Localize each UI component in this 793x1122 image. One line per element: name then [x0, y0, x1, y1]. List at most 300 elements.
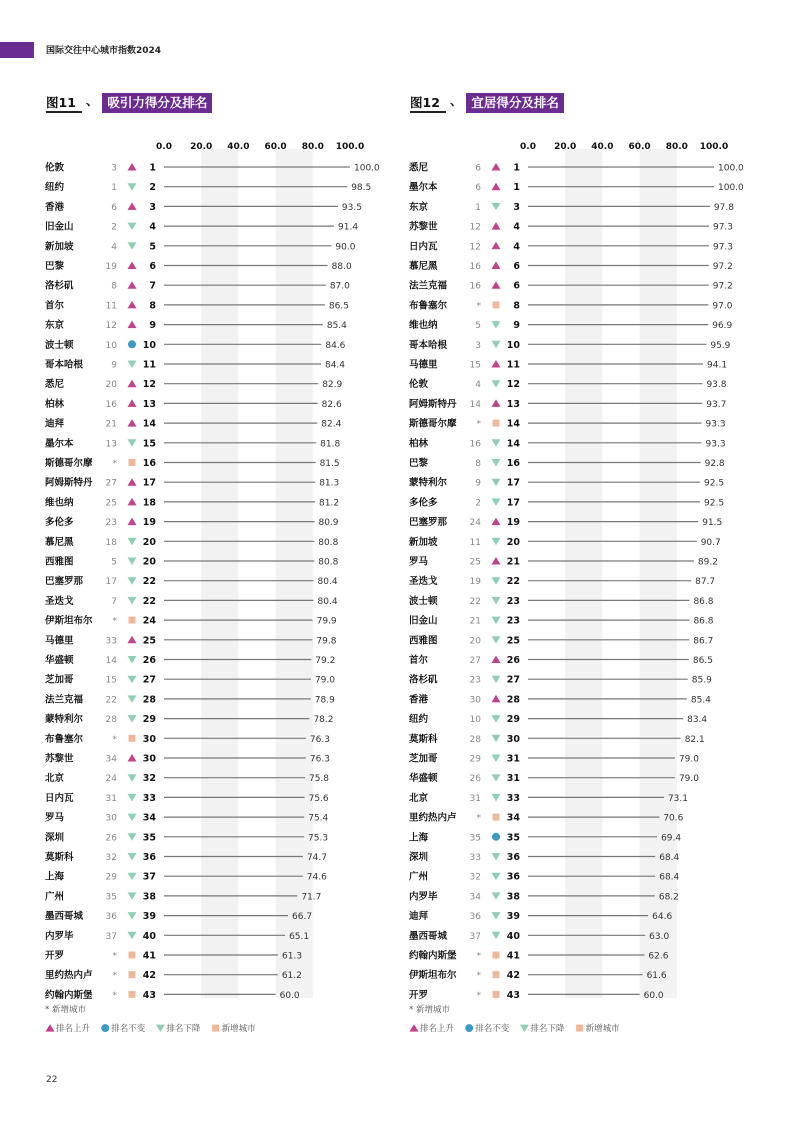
score-label: 96.9 [712, 321, 733, 332]
legend-rank-up-icon [46, 1024, 55, 1032]
score-label: 97.2 [712, 262, 733, 272]
city-label: 旧金山 [45, 221, 74, 233]
trend-rank-down-icon [128, 656, 137, 664]
previous-rank: 15 [105, 675, 117, 686]
livability-score-chart [404, 135, 754, 1045]
score-label: 79.0 [314, 675, 335, 686]
trend-rank-down-icon [128, 814, 137, 822]
current-rank: 28 [506, 694, 520, 706]
score-label: 75.6 [308, 793, 329, 804]
city-label: 内罗毕 [45, 930, 74, 942]
score-label: 86.8 [693, 616, 714, 627]
city-label: 纽约 [45, 182, 65, 194]
previous-rank: * [112, 951, 117, 962]
previous-rank: 26 [105, 833, 117, 844]
city-label: 迪拜 [409, 911, 429, 923]
previous-rank: * [476, 301, 481, 312]
city-label: 多伦多 [409, 497, 438, 509]
current-rank: 8 [149, 300, 156, 312]
city-label: 蒙特利尔 [45, 714, 84, 726]
score-label: 80.4 [317, 596, 338, 607]
city-label: 柏林 [45, 398, 65, 410]
current-rank: 31 [506, 773, 520, 785]
previous-rank: 2 [475, 498, 481, 509]
current-rank: 29 [506, 714, 520, 726]
x-tick-label: 0.0 [520, 142, 536, 152]
current-rank: 35 [142, 832, 156, 844]
previous-rank: 3 [111, 163, 117, 174]
previous-rank: 37 [105, 931, 117, 942]
previous-rank: 15 [469, 360, 481, 371]
current-rank: 20 [142, 536, 156, 548]
previous-rank: 24 [469, 518, 481, 529]
current-rank: 36 [506, 852, 520, 863]
current-rank: 25 [142, 635, 156, 647]
trend-rank-down-icon [492, 321, 501, 329]
trend-rank-down-icon [492, 341, 501, 349]
current-rank: 4 [513, 221, 520, 233]
current-rank: 35 [506, 832, 520, 844]
trend-rank-down-icon [128, 912, 137, 920]
trend-rank-down-icon [492, 892, 501, 900]
current-rank: 7 [149, 280, 156, 292]
legend-label-down: 排名下降 [530, 1024, 565, 1035]
previous-rank: 20 [469, 636, 481, 647]
score-label: 92.5 [704, 498, 725, 509]
previous-rank: 5 [475, 321, 481, 332]
city-label: 里约热内卢 [409, 812, 457, 824]
current-rank: 15 [142, 438, 156, 450]
score-label: 97.2 [712, 281, 733, 292]
city-label: 巴黎 [45, 261, 65, 272]
page-number: 22 [46, 1075, 58, 1085]
x-tick-label: 0.0 [156, 142, 172, 152]
score-label: 80.9 [318, 518, 339, 529]
city-label: 纽约 [409, 714, 429, 726]
trend-rank-up-icon [128, 498, 137, 506]
previous-rank: 22 [105, 695, 117, 706]
previous-rank: 35 [469, 833, 481, 844]
current-rank: 1 [513, 162, 520, 174]
current-rank: 13 [142, 398, 156, 410]
legend-rank-down-icon [156, 1025, 165, 1033]
trend-rank-down-icon [128, 932, 137, 940]
previous-rank: 1 [111, 183, 117, 194]
trend-rank-up-icon [128, 301, 137, 309]
previous-rank: * [112, 616, 117, 627]
city-label: 慕尼黑 [409, 261, 438, 272]
trend-rank-down-icon [492, 597, 501, 605]
score-label: 80.4 [317, 577, 338, 588]
city-label: 伦敦 [409, 379, 429, 391]
current-rank: 30 [506, 733, 520, 745]
figure-12-title [410, 93, 564, 113]
header-accent-bar [0, 42, 34, 58]
score-label: 81.5 [319, 459, 340, 469]
city-label: 旧金山 [409, 615, 438, 627]
trend-rank-up-icon [128, 380, 137, 388]
trend-rank-down-icon [492, 380, 501, 388]
x-tick-label: 40.0 [227, 142, 250, 152]
previous-rank: 19 [105, 262, 117, 272]
previous-rank: 21 [105, 419, 117, 430]
current-rank: 33 [506, 792, 520, 804]
previous-rank: 16 [105, 399, 117, 410]
city-label: 苏黎世 [409, 221, 438, 233]
trend-rank-up-icon [128, 163, 137, 171]
figure-11-separator: 、 [85, 93, 99, 108]
trend-rank-down-icon [128, 183, 137, 191]
current-rank: 19 [142, 517, 156, 529]
previous-rank: 32 [469, 872, 481, 883]
score-label: 91.5 [702, 518, 723, 529]
legend-rank-same-icon [465, 1024, 473, 1032]
score-label: 76.3 [309, 734, 330, 745]
trend-rank-up-icon [128, 419, 137, 427]
trend-rank-up-icon [128, 281, 137, 289]
trend-rank-up-icon [492, 242, 501, 250]
x-tick-label: 20.0 [554, 142, 577, 152]
legend-label-up: 排名上升 [420, 1024, 455, 1035]
legend-label-up: 排名上升 [56, 1024, 91, 1035]
previous-rank: 10 [105, 340, 117, 351]
score-label: 82.9 [322, 380, 343, 391]
trend-rank-up-icon [128, 321, 137, 329]
score-label: 97.3 [712, 242, 734, 253]
city-label: 圣迭戈 [409, 576, 438, 588]
current-rank: 40 [142, 930, 156, 942]
current-rank: 36 [506, 871, 520, 883]
score-label: 70.6 [663, 813, 684, 824]
city-label: 伦敦 [45, 162, 65, 174]
city-label: 首尔 [409, 655, 429, 666]
trend-rank-down-icon [128, 439, 137, 447]
trend-rank-up-icon [492, 695, 501, 703]
trend-rank-down-icon [128, 715, 137, 723]
city-label: 开罗 [45, 950, 65, 962]
current-rank: 25 [506, 635, 520, 647]
trend-rank-up-icon [492, 163, 501, 171]
current-rank: 40 [506, 930, 520, 942]
previous-rank: 29 [469, 754, 481, 765]
current-rank: 19 [506, 517, 520, 529]
current-rank: 6 [513, 261, 520, 272]
trend-rank-down-icon [128, 538, 137, 546]
score-label: 75.8 [308, 774, 330, 785]
current-rank: 2 [149, 182, 156, 194]
trend-rank-down-icon [492, 873, 501, 881]
current-rank: 32 [142, 773, 156, 785]
score-label: 85.9 [691, 675, 712, 686]
city-label: 广州 [409, 871, 429, 883]
city-label: 香港 [409, 694, 429, 706]
current-rank: 12 [506, 379, 520, 391]
trend-rank-down-icon [492, 636, 501, 644]
current-rank: 11 [142, 359, 156, 371]
score-label: 63.0 [649, 931, 670, 942]
trend-rank-down-icon [492, 735, 501, 743]
trend-rank-up-icon [492, 183, 501, 191]
current-rank: 39 [506, 911, 520, 923]
city-label: 罗马 [409, 556, 429, 568]
previous-rank: 8 [111, 281, 117, 292]
legend-label-down: 排名下降 [166, 1024, 201, 1035]
city-label: 西雅图 [409, 635, 438, 647]
previous-rank: 24 [105, 774, 117, 785]
trend-rank-up-icon [492, 281, 501, 289]
previous-rank: 30 [469, 695, 481, 706]
trend-new-city-icon [129, 735, 136, 742]
current-rank: 9 [513, 320, 520, 332]
score-label: 71.7 [301, 892, 322, 903]
score-label: 82.4 [321, 419, 342, 430]
city-label: 巴塞罗那 [45, 576, 84, 588]
score-label: 83.4 [687, 715, 708, 726]
previous-rank: 30 [105, 813, 117, 824]
figure-12-name: 宜居得分及排名 [466, 93, 564, 113]
previous-rank: 8 [475, 459, 481, 469]
previous-rank: * [476, 971, 481, 982]
score-label: 65.1 [289, 931, 310, 942]
city-label: 布鲁塞尔 [45, 733, 84, 745]
current-rank: 42 [506, 970, 520, 982]
current-rank: 6 [513, 280, 520, 292]
city-label: 日内瓦 [409, 241, 438, 253]
current-rank: 4 [513, 241, 520, 253]
current-rank: 30 [142, 733, 156, 745]
previous-rank: 34 [105, 754, 117, 765]
score-label: 78.9 [314, 695, 335, 706]
current-rank: 36 [142, 852, 156, 863]
previous-rank: 9 [111, 360, 117, 371]
previous-rank: 6 [475, 183, 481, 194]
trend-rank-down-icon [492, 459, 501, 467]
previous-rank: 18 [105, 537, 117, 548]
score-label: 69.4 [661, 833, 682, 844]
city-label: 哥本哈根 [409, 339, 448, 351]
trend-rank-up-icon [128, 202, 137, 210]
trend-rank-up-icon [128, 518, 137, 526]
trend-rank-down-icon [128, 892, 137, 900]
new-city-note: * 新增城市 [45, 1005, 86, 1016]
current-rank: 1 [513, 182, 520, 194]
trend-rank-up-icon [492, 360, 501, 368]
city-label: 阿姆斯特丹 [45, 477, 93, 489]
trend-new-city-icon [129, 617, 136, 624]
previous-rank: 28 [469, 734, 481, 745]
previous-rank: 25 [469, 557, 481, 568]
city-label: 布鲁塞尔 [409, 300, 448, 312]
current-rank: 16 [506, 458, 520, 469]
x-tick-label: 100.0 [335, 142, 365, 152]
city-label: 阿姆斯特丹 [409, 398, 457, 410]
previous-rank: 6 [111, 202, 117, 213]
previous-rank: 22 [469, 596, 481, 607]
city-label: 法兰克福 [45, 694, 84, 706]
current-rank: 4 [149, 221, 156, 233]
trend-rank-up-icon [492, 557, 501, 565]
city-label: 波士顿 [409, 595, 438, 607]
trend-rank-up-icon [492, 262, 501, 270]
previous-rank: 36 [105, 912, 117, 923]
current-rank: 34 [506, 812, 520, 824]
score-label: 81.8 [320, 439, 341, 450]
previous-rank: 4 [111, 242, 117, 253]
city-label: 芝加哥 [45, 674, 74, 686]
city-label: 深圳 [45, 832, 65, 844]
trend-rank-up-icon [128, 262, 137, 270]
score-label: 79.9 [316, 616, 337, 627]
city-label: 斯德哥尔摩 [45, 458, 93, 469]
current-rank: 26 [142, 655, 156, 666]
previous-rank: 6 [475, 163, 481, 174]
trend-rank-down-icon [128, 794, 137, 802]
figure-11-name: 吸引力得分及排名 [102, 93, 212, 113]
current-rank: 23 [506, 615, 520, 627]
score-label: 85.4 [326, 321, 347, 332]
score-label: 79.0 [678, 774, 699, 785]
previous-rank: 16 [469, 262, 481, 272]
previous-rank: 27 [469, 656, 481, 666]
score-label: 86.5 [328, 301, 349, 312]
previous-rank: 10 [469, 715, 481, 726]
score-label: 68.4 [659, 872, 680, 883]
city-label: 莫斯科 [409, 733, 438, 745]
city-label: 里约热内卢 [45, 970, 93, 982]
previous-rank: * [112, 971, 117, 982]
current-rank: 39 [142, 911, 156, 923]
previous-rank: * [476, 990, 481, 1001]
score-label: 73.1 [667, 793, 689, 804]
score-label: 80.8 [318, 537, 339, 548]
previous-rank: 12 [469, 222, 481, 233]
trend-rank-down-icon [492, 498, 501, 506]
current-rank: 33 [142, 792, 156, 804]
trend-rank-down-icon [492, 794, 501, 802]
x-tick-label: 20.0 [190, 142, 213, 152]
figure-11-label: 图11 [46, 93, 82, 113]
city-label: 墨尔本 [409, 182, 438, 194]
current-rank: 42 [142, 970, 156, 982]
city-label: 墨尔本 [45, 438, 74, 450]
current-rank: 8 [513, 300, 520, 312]
previous-rank: 33 [105, 636, 117, 647]
previous-rank: 19 [469, 577, 481, 588]
trend-rank-down-icon [492, 676, 501, 684]
score-label: 61.3 [282, 951, 303, 962]
trend-rank-down-icon [492, 203, 501, 211]
trend-rank-down-icon [492, 774, 501, 782]
score-label: 92.8 [704, 459, 725, 469]
score-label: 93.7 [706, 399, 727, 410]
city-label: 迪拜 [45, 418, 65, 430]
previous-rank: 27 [105, 478, 117, 489]
current-rank: 31 [506, 753, 520, 765]
trend-rank-down-icon [492, 853, 501, 861]
score-label: 64.6 [652, 912, 673, 923]
trend-rank-down-icon [128, 853, 137, 861]
score-label: 93.3 [705, 419, 726, 430]
city-label: 新加坡 [45, 241, 74, 253]
city-label: 柏林 [409, 438, 429, 450]
city-label: 约翰内斯堡 [409, 950, 457, 962]
score-label: 74.6 [306, 872, 327, 883]
city-label: 首尔 [45, 300, 65, 312]
previous-rank: 17 [105, 577, 117, 588]
previous-rank: 1 [475, 202, 481, 213]
previous-rank: 2 [111, 222, 117, 233]
score-label: 90.0 [335, 242, 356, 253]
current-rank: 17 [142, 477, 156, 489]
city-label: 墨西哥城 [45, 911, 84, 923]
score-label: 74.7 [306, 853, 327, 863]
report-title: 国际交往中心城市指数2024 [46, 46, 162, 56]
trend-rank-up-icon [492, 656, 501, 664]
previous-rank: 16 [469, 281, 481, 292]
current-rank: 28 [142, 694, 156, 706]
score-label: 94.1 [707, 360, 728, 371]
figure-11-title [46, 93, 212, 113]
current-rank: 3 [149, 201, 156, 213]
score-label: 87.0 [329, 281, 350, 292]
x-tick-label: 40.0 [591, 142, 614, 152]
trend-rank-down-icon [128, 597, 137, 605]
city-label: 芝加哥 [409, 753, 438, 765]
score-label: 81.2 [319, 498, 340, 509]
trend-new-city-icon [129, 991, 136, 998]
previous-rank: * [112, 990, 117, 1001]
city-label: 马德里 [45, 635, 74, 647]
current-rank: 37 [142, 871, 156, 883]
score-label: 86.5 [692, 656, 713, 666]
current-rank: 3 [513, 201, 520, 213]
city-label: 上海 [45, 871, 65, 883]
trend-rank-down-icon [128, 695, 137, 703]
grid-band [565, 149, 602, 998]
trend-rank-down-icon [128, 873, 137, 881]
previous-rank: 21 [469, 616, 481, 627]
previous-rank: 7 [111, 596, 117, 607]
current-rank: 30 [142, 753, 156, 765]
previous-rank: 31 [469, 793, 481, 804]
city-label: 慕尼黑 [45, 536, 74, 548]
score-label: 90.7 [700, 537, 721, 548]
current-rank: 43 [506, 989, 520, 1001]
previous-rank: 26 [469, 774, 481, 785]
x-tick-label: 60.0 [264, 142, 287, 152]
previous-rank: 36 [469, 912, 481, 923]
score-label: 95.9 [710, 340, 731, 351]
new-city-note: * 新增城市 [409, 1005, 450, 1016]
previous-rank: 5 [111, 557, 117, 568]
previous-rank: 33 [469, 853, 481, 863]
score-label: 80.8 [318, 557, 339, 568]
score-label: 84.6 [325, 340, 346, 351]
legend-rank-same-icon [101, 1024, 109, 1032]
score-label: 82.6 [321, 399, 342, 410]
city-label: 悉尼 [45, 379, 65, 391]
trend-rank-down-icon [128, 774, 137, 782]
figure-12-separator: 、 [449, 93, 463, 108]
current-rank: 14 [142, 418, 156, 430]
score-label: 93.3 [705, 439, 726, 450]
current-rank: 10 [142, 339, 156, 351]
score-label: 79.8 [316, 636, 337, 647]
score-label: 60.0 [279, 990, 300, 1001]
score-label: 86.8 [693, 596, 714, 607]
previous-rank: * [476, 951, 481, 962]
city-label: 洛杉矶 [409, 674, 438, 686]
